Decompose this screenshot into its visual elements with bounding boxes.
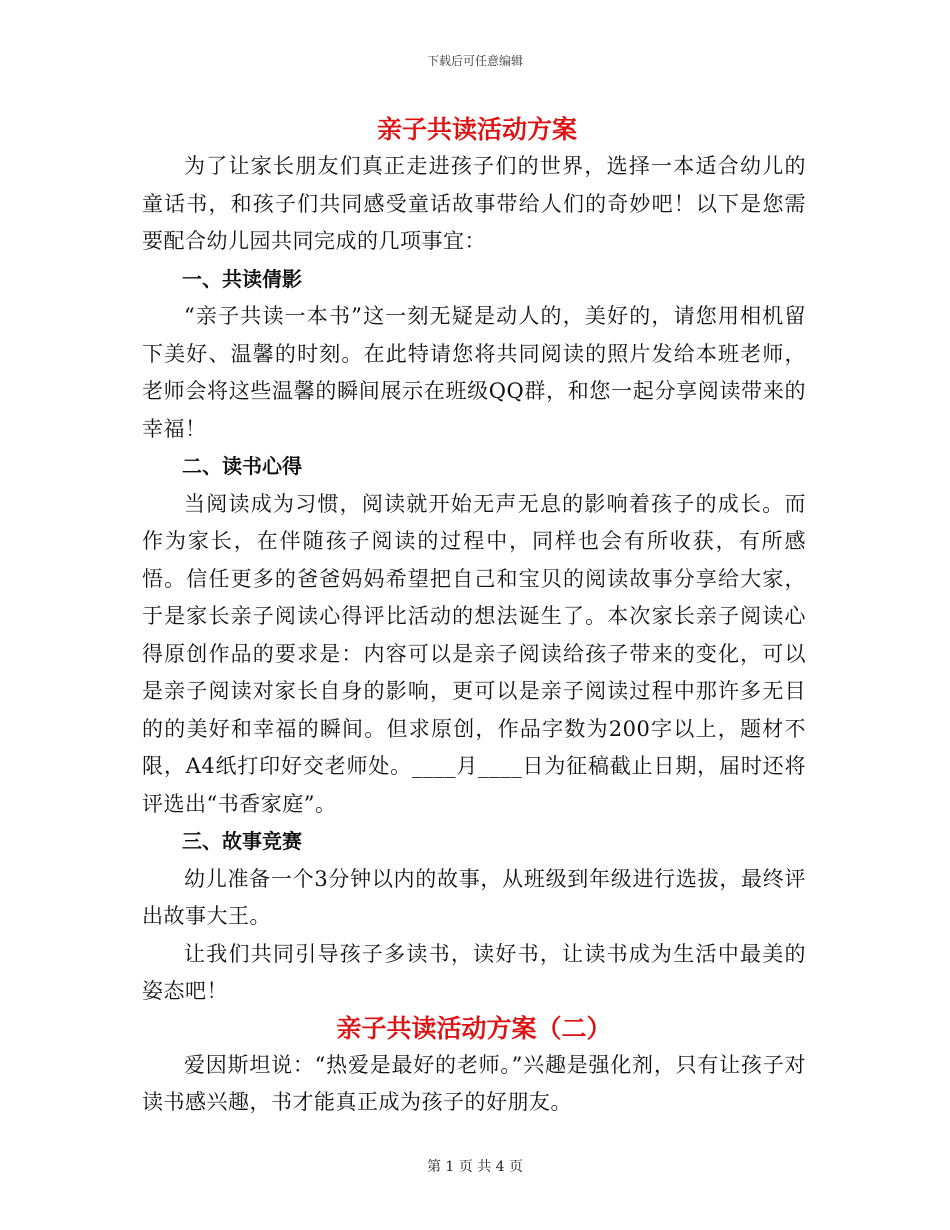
page-header: 下载后可任意编辑 bbox=[426, 54, 523, 68]
section-heading-2: 二、读书心得 bbox=[182, 454, 302, 478]
closing-paragraph: 让我们共同引导孩子多读书，读好书，让读书成为生活中最美的姿态吧！ bbox=[142, 941, 806, 1003]
document-title: 亲子共读活动方案 bbox=[376, 115, 577, 144]
section-heading-3: 三、故事竞赛 bbox=[182, 829, 302, 853]
section-heading-1: 一、共读倩影 bbox=[182, 266, 302, 291]
document-title-2: 亲子共读活动方案（二） bbox=[336, 1013, 612, 1043]
part2-paragraph-1: 爱因斯坦说：“热爱是最好的老师。”兴趣是强化剂，只有让孩子对读书感兴趣，书才能真正成为孩子的好朋友。 bbox=[142, 1052, 806, 1114]
section-body-2: 当阅读成为习惯，阅读就开始无声无息的影响着孩子的成长。而作为家长，在伴随孩子阅读的过程中，同样也会有所收获，有所感悟。信任更多的爸爸妈妈希望把自己和宝贝的阅读故事分享给大家，于是家长亲子阅读心得评比活动的想法诞生了。本次家长亲子阅读心得原创作品的要求是：内容可以是亲子阅读给孩子带来的变化，可以是亲子阅读对家长自身的影响，更可以是亲子阅读过程中那许多无目的的美好和幸福的瞬间。但求原创，作品字数为200字以上，题材不限，A4纸打印好交老师处。____月____日为征稿截止日期，届时还将评选出“书香家庭”。 bbox=[142, 491, 806, 816]
section-body-3: 幼儿准备一个3分钟以内的故事，从班级到年级进行选拔，最终评出故事大王。 bbox=[142, 866, 806, 928]
intro-paragraph: 为了让家长朋友们真正走进孩子们的世界，选择一本适合幼儿的童话书，和孩子们共同感受童话故事带给人们的奇妙吧！以下是您需要配合幼儿园共同完成的几项事宜： bbox=[142, 154, 806, 253]
section-body-1: “亲子共读一本书”这一刻无疑是动人的，美好的，请您用相机留下美好、温馨的时刻。在此特请您将共同阅读的照片发给本班老师，老师会将这些温馨的瞬间展示在班级QQ群，和您一起分享阅读带来的幸福！ bbox=[142, 304, 806, 441]
document-body bbox=[142, 112, 806, 1122]
page-footer: 第 1 页 共 4 页 bbox=[426, 1159, 524, 1175]
